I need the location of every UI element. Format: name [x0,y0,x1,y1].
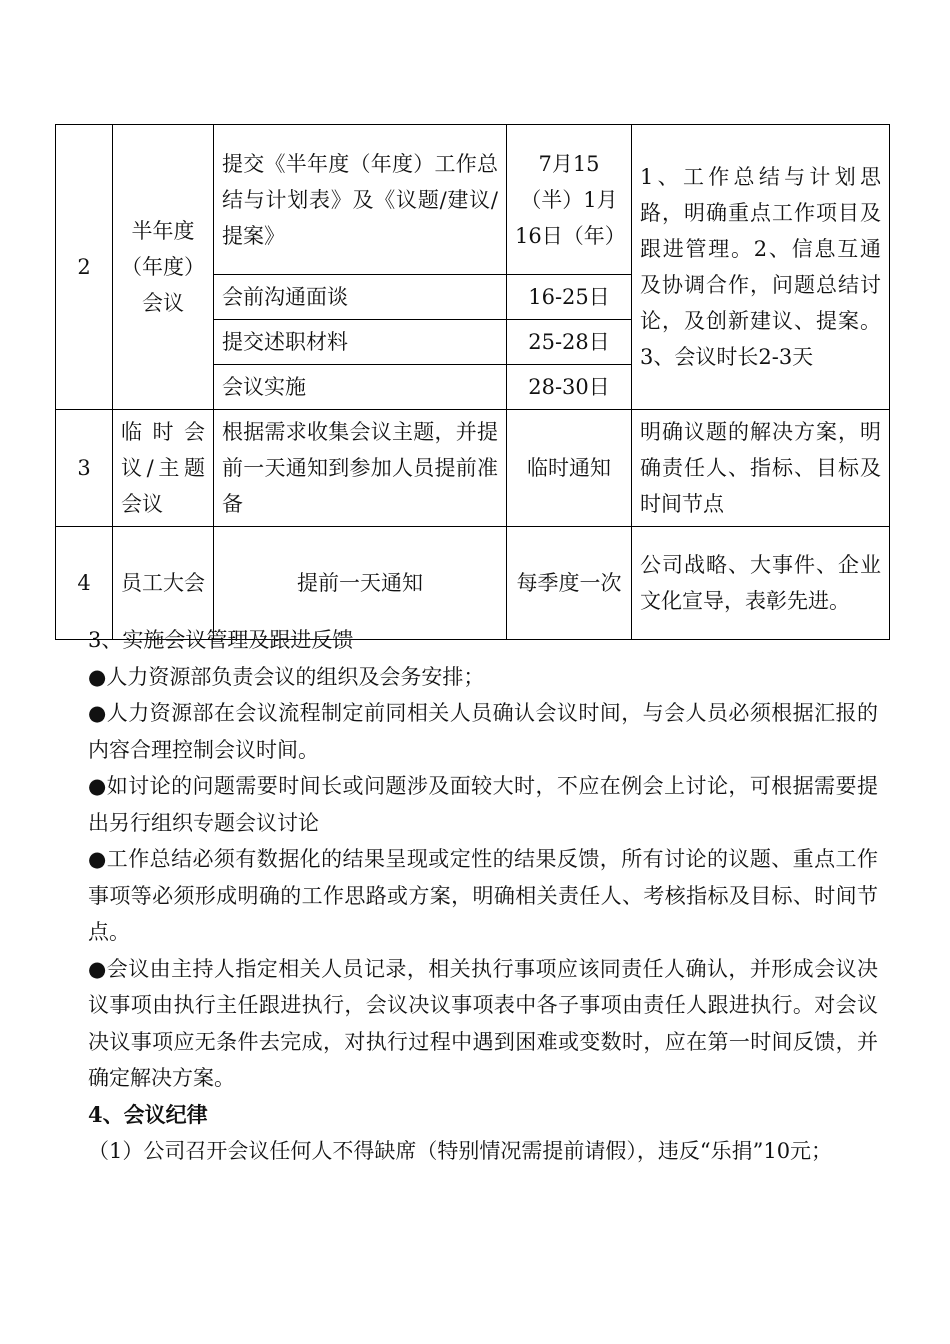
meeting-type: 员工大会 [113,527,214,640]
meeting-requirements: 1、工作总结与计划思路，明确重点工作项目及跟进管理。2、信息互通及协调合作，问题总结讨论，及创新建议、提案。3、会议时长2-3天 [632,125,890,410]
step-time: 每季度一次 [507,527,632,640]
bullet-item: ●人力资源部在会议流程制定前同相关人员确认会议时间，与会人员必须根据汇报的内容合理控制会议时间。 [88,701,878,762]
meeting-type: 临时会议/主题会议 [113,410,214,527]
step-time: 25-28日 [507,320,632,365]
step-content: 会前沟通面谈 [214,275,507,320]
bullet-item: ●如讨论的问题需要时间长或问题涉及面较大时，不应在例会上讨论，可根据需要提出另行组织专题会议讨论 [88,774,878,835]
rule-item: （1）公司召开会议任何人不得缺席（特别情况需提前请假），违反“乐捐”10元； [88,1139,833,1163]
section-heading: 4、会议纪律 [88,1101,208,1127]
bullet-item: ●工作总结必须有数据化的结果呈现或定性的结果反馈，所有讨论的议题、重点工作事项等必须形成明确的工作思路或方案，明确相关责任人、考核指标及目标、时间节点。 [88,847,878,944]
row-number: 4 [56,527,113,640]
meeting-type: 半年度（年度）会议 [113,125,214,410]
document-body [88,622,878,1170]
section-heading: 3、实施会议管理及跟进反馈 [88,628,354,652]
table-row [56,125,890,275]
meeting-requirements: 公司战略、大事件、企业文化宣导，表彰先进。 [632,527,890,640]
row-number: 2 [56,125,113,410]
step-content: 提前一天通知 [214,527,507,640]
meeting-requirements: 明确议题的解决方案，明确责任人、指标、目标及时间节点 [632,410,890,527]
bullet-item: ●会议由主持人指定相关人员记录，相关执行事项应该同责任人确认，并形成会议决议事项由执行主任跟进执行，会议决议事项表中各子事项由责任人跟进执行。对会议决议事项应无条件去完成，对执行过程中遇到困难或变数时，应在第一时间反馈，并确定解决方案。 [88,956,878,1090]
step-content: 会议实施 [214,365,507,410]
step-content: 提交述职材料 [214,320,507,365]
row-number: 3 [56,410,113,527]
meeting-schedule-table [55,124,890,640]
bullet-item: ●人力资源部负责会议的组织及会务安排； [88,664,485,689]
step-time: 7月15（半）1月16日（年） [507,125,632,275]
step-time: 28-30日 [507,365,632,410]
step-content: 根据需求收集会议主题，并提前一天通知到参加人员提前准备 [214,410,507,527]
table-row [56,410,890,527]
step-time: 16-25日 [507,275,632,320]
step-content: 提交《半年度（年度）工作总结与计划表》及《议题/建议/提案》 [214,125,507,275]
step-time: 临时通知 [507,410,632,527]
